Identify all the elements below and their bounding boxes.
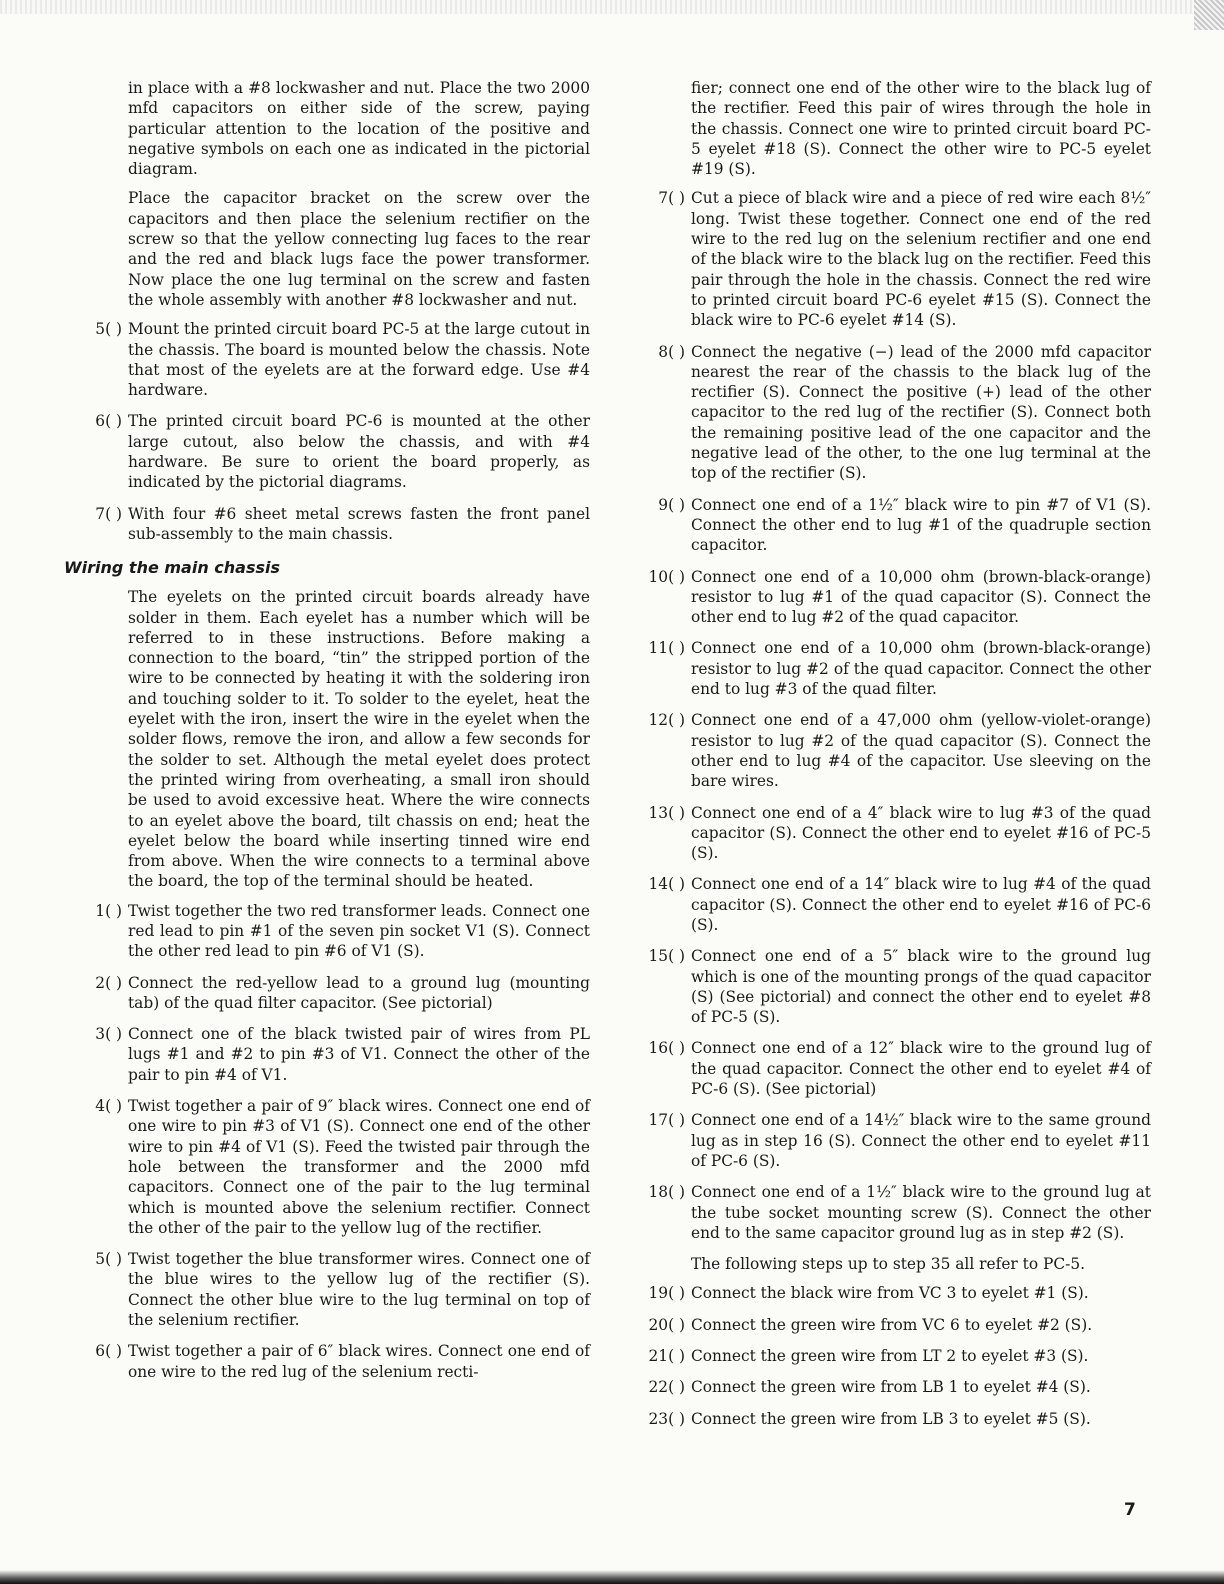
wiring-step (623, 567, 1151, 628)
wiring-step (623, 874, 1151, 935)
step-text: Connect the negative (−) lead of the 2000 mfd capacitor nearest the rear of the chassis to the black lug of the rectifier (S). Connect the positive (+) lead of the other capacitor to the red lug of the rectifier (S). Connect both the remaining positive lead of the one capacitor and the negative lead of the other, to the one lug terminal at the top of the rectifier (S). (691, 342, 1151, 483)
step-text: Twist together the blue transformer wires. Connect one of the blue wires to the yellow lug of the rectifier (S). Connect the other blue wire to the lug terminal on top of the selenium rectifier. (128, 1250, 590, 1330)
wiring-step (60, 1249, 590, 1330)
wiring-step (623, 1346, 1151, 1366)
step-text: Connect one end of a 5″ black wire to the ground lug which is one of the mounting prongs of the quad capacitor (S) (See pictorial) and connect the other end to eyelet #8 of PC-5 (S). (691, 947, 1151, 1027)
wiring-step (623, 1182, 1151, 1243)
step-text: Twist together a pair of 9″ black wires. Connect one end of one wire to pin #3 of V1 (S). Connect one end of the other wire to pin #4 of V1 (S). Feed the twisted pair through the hole between the transformer and the 2000 mfd capacitors. Connect one of the pair to the lug terminal which is mounted above the selenium rectifier. Connect the other of the pair to the yellow lug of the rectifier. (128, 1097, 590, 1237)
wiring-step (623, 710, 1151, 791)
wiring-step (60, 1024, 590, 1085)
step-number: 5( ) (95, 1250, 122, 1269)
step-number: 1( ) (95, 901, 122, 920)
right-column (623, 78, 1151, 1440)
step-number: 9( ) (658, 495, 685, 514)
step-text: Connect one end of a 10,000 ohm (brown-black-orange) resistor to lug #2 of the quad capacitor. Connect the other end to lug #3 of the quad filter. (691, 639, 1151, 699)
wiring-step (60, 901, 590, 962)
step-number: 19( ) (648, 1284, 685, 1303)
step-number: 5( ) (95, 320, 122, 339)
scan-corner (1194, 0, 1224, 30)
section-heading: Wiring the main chassis (64, 558, 281, 578)
wiring-step (60, 1341, 590, 1382)
step-text: Connect the green wire from LB 1 to eyelet #4 (S). (691, 1378, 1091, 1397)
step-number: 8( ) (658, 342, 685, 361)
wiring-step (623, 1110, 1151, 1171)
step-text: Connect the red-yellow lead to a ground lug (mounting tab) of the quad filter capacitor. (See pictorial) (128, 973, 590, 1012)
step-text: Mount the printed circuit board PC-5 at the large cutout in the chassis. The board is mounted below the chassis. Note that most of the eyelets are at the forward edge. Use #4 hardware. (128, 320, 590, 400)
intro-paragraph: Place the capacitor bracket on the screw over the capacitors and then place the selenium rectifier on the screw so that the yellow connecting lug faces to the rear and the red and black lugs face the power transformer. Now place the one lug terminal on the screw and fasten the whole assembly with another #8 lockwasher and nut. (128, 189, 590, 309)
left-column (60, 78, 590, 1393)
step-text: Connect the green wire from VC 6 to eyelet #2 (S). (691, 1315, 1093, 1334)
step-text: Connect one end of a 1½″ black wire to pin #7 of V1 (S). Connect the other end to lug #1 of the quadruple section capacitor. (691, 495, 1151, 555)
step-number: 13( ) (648, 803, 685, 822)
step-number: 12( ) (648, 711, 685, 730)
step-number: 11( ) (648, 639, 685, 658)
step-text: The printed circuit board PC-6 is mounted at the other large cutout, also below the chassis, and with #4 hardware. Be sure to orient the board properly, as indicated by the pictorial diagrams. (128, 412, 590, 492)
step-text: Connect one of the black twisted pair of wires from PL lugs #1 and #2 to pin #3 of V1. Connect the other of the pair to pin #4 of V1. (128, 1025, 590, 1084)
step-number: 16( ) (648, 1039, 685, 1058)
page-number: 7 (1124, 1500, 1136, 1520)
step-number: 22( ) (648, 1378, 685, 1397)
step-number: 21( ) (648, 1347, 685, 1366)
step-text: Connect one end of a 12″ black wire to the ground lug of the quad capacitor. Connect the other end to eyelet #4 of PC-6 (S). (See pictorial) (691, 1039, 1151, 1099)
step-number: 18( ) (648, 1183, 685, 1202)
intro-paragraph: in place with a #8 lockwasher and nut. Place the two 2000 mfd capacitors on either side of the screw, paying particular attention to the location of the positive and negative symbols on each one as indicated in the pictorial diagram. (128, 79, 590, 179)
section-paragraph: The eyelets on the printed circuit boards already have solder in them. Each eyelet has a number which will be referred to in these instructions. Before making a connection to the board, “tin” the stripped portion of the wire to be connected by heating it with the soldering iron and touching solder to it. To solder to the eyelet, heat the eyelet with the iron, insert the wire in the eyelet when the solder flows, remove the iron, and allow a few seconds for the solder to set. Although the metal eyelet does protect the printed wiring from overheating, a small iron should be used to avoid excessive heat. Where the wire connects to an eyelet above the board, tilt chassis on end; heat the eyelet below the board while inserting tinned wire end from above. When the wire connects to a terminal above the board, the top of the terminal should be heated. (128, 588, 590, 891)
step-text: Connect one end of a 14½″ black wire to the same ground lug as in step 16 (S). Connect the other end to eyelet #11 of PC-6 (S). (691, 1111, 1151, 1170)
wiring-step (623, 803, 1151, 864)
step-number: 2( ) (95, 973, 122, 992)
step-number: 17( ) (648, 1111, 685, 1130)
step-text: Connect one end of a 10,000 ohm (brown-black-orange) resistor to lug #1 of the quad capacitor (S). Connect the other end to lug #2 of the quad capacitor. (691, 567, 1151, 627)
continued-text: fier; connect one end of the other wire to the black lug of the rectifier. Feed this pair of wires through the hole in the chassis. Connect one wire to printed circuit board PC-5 eyelet #18 (S). Connect the other wire to PC-5 eyelet #19 (S). (691, 79, 1151, 179)
wiring-step (623, 1315, 1151, 1335)
step-number: 23( ) (648, 1409, 685, 1428)
wiring-step (623, 1283, 1151, 1303)
step-text: Connect the green wire from LT 2 to eyelet #3 (S). (691, 1347, 1089, 1366)
wiring-step (623, 1377, 1151, 1397)
step-text: Connect the black wire from VC 3 to eyelet #1 (S). (691, 1284, 1089, 1303)
step-text: With four #6 sheet metal screws fasten the front panel sub-assembly to the main chassis. (128, 504, 590, 543)
wiring-step (623, 188, 1151, 330)
step-number: 10( ) (648, 567, 685, 586)
step-text: Connect the green wire from LB 3 to eyelet #5 (S). (691, 1409, 1091, 1428)
pc5-note: The following steps up to step 35 all refer to PC-5. (691, 1255, 1086, 1274)
wiring-step (623, 946, 1151, 1027)
step-text: Connect one end of a 47,000 ohm (yellow-violet-orange) resistor to lug #2 of the quad capacitor (S). Connect the other end to lug #4 of the capacitor. Use sleeving on the bare wires. (691, 711, 1151, 791)
step-number: 4( ) (95, 1097, 122, 1116)
wiring-step (623, 1038, 1151, 1099)
step-number: 7( ) (658, 189, 685, 208)
step-number: 3( ) (95, 1025, 122, 1044)
assembly-step (60, 411, 590, 492)
step-text: Cut a piece of black wire and a piece of red wire each 8½″ long. Twist these together. Connect one end of the red wire to the red lug on the selenium rectifier and one end of the black wire to the black lug on the rectifier. Feed this pair through the hole in the chassis. Connect the red wire to printed circuit board PC-6 eyelet #15 (S). Connect the black wire to PC-6 eyelet #14 (S). (691, 189, 1151, 330)
step-number: 15( ) (648, 947, 685, 966)
wiring-step (60, 1096, 590, 1238)
step-text: Connect one end of a 14″ black wire to lug #4 of the quad capacitor (S). Connect the other end to eyelet #16 of PC-6 (S). (691, 875, 1151, 934)
step-number: 6( ) (95, 1342, 122, 1361)
step-text: Connect one end of a 1½″ black wire to the ground lug at the tube socket mounting screw (S). Connect the other end to the same capacitor ground lug as in step #2 (S). (691, 1183, 1151, 1242)
wiring-step (623, 638, 1151, 699)
wiring-step (623, 495, 1151, 556)
step-number: 6( ) (95, 412, 122, 431)
scan-edge-bottom (0, 1570, 1224, 1584)
wiring-step (623, 342, 1151, 484)
step-number: 20( ) (648, 1315, 685, 1334)
scan-edge-top (0, 0, 1224, 14)
assembly-step (60, 504, 590, 545)
assembly-step (60, 319, 590, 400)
step-number: 7( ) (95, 504, 122, 523)
step-number: 14( ) (648, 875, 685, 894)
step-text: Twist together the two red transformer leads. Connect one red lead to pin #1 of the seven pin socket V1 (S). Connect the other red lead to pin #6 of V1 (S). (128, 901, 590, 961)
wiring-step (60, 973, 590, 1014)
step-text: Twist together a pair of 6″ black wires. Connect one end of one wire to the red lug of the selenium recti- (128, 1342, 590, 1381)
wiring-step (623, 1409, 1151, 1429)
step-text: Connect one end of a 4″ black wire to lug #3 of the quad capacitor (S). Connect the other end to eyelet #16 of PC-5 (S). (691, 803, 1151, 863)
